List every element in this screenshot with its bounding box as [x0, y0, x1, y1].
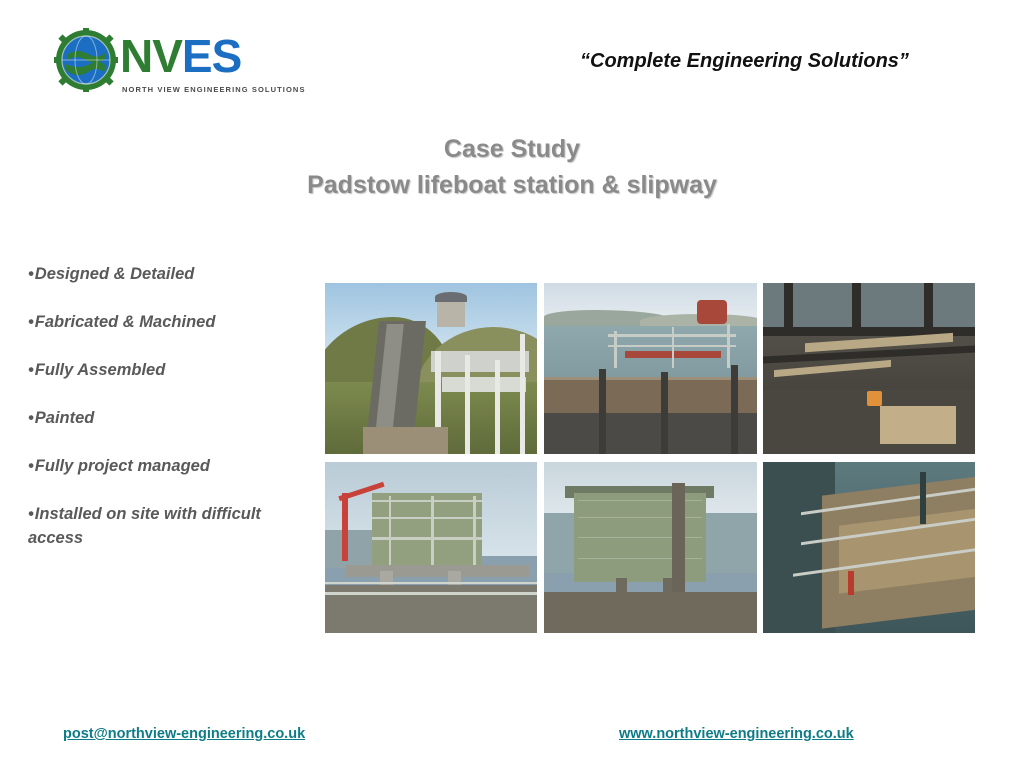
photo-scaffolded-building: [544, 462, 757, 633]
page-title: [0, 131, 1024, 203]
photo-structure-underside: [763, 283, 975, 454]
title-line-2: Padstow lifeboat station & slipway: [307, 171, 717, 199]
photo-construction-crane: [325, 462, 537, 633]
bullet-item: • Fully project managed: [28, 454, 313, 478]
logo-letter-v: V: [152, 30, 182, 82]
globe-gear-icon: [54, 28, 118, 92]
title-line-1: Case Study: [443, 135, 581, 163]
photo-slipway-hillside: [325, 283, 537, 454]
logo-letter-s: S: [211, 30, 242, 82]
tagline: “Complete Engineering Solutions”: [580, 50, 909, 72]
logo-wordmark: [120, 30, 241, 82]
photo-pier-over-sea: [544, 283, 757, 454]
logo-letter-e: E: [181, 30, 212, 82]
photo-deck-aerial: [763, 462, 975, 633]
bullet-item: • Designed & Detailed: [28, 262, 313, 286]
bullet-item: • Fully Assembled: [28, 358, 313, 382]
bullet-item: • Installed on site with difficult access: [28, 502, 313, 550]
email-link[interactable]: post@northview-engineering.co.uk: [63, 726, 306, 742]
logo-letter-n: N: [120, 30, 153, 82]
bullet-item: • Painted: [28, 406, 313, 430]
company-logo: [46, 22, 306, 104]
bullet-item: • Fabricated & Machined: [28, 310, 313, 334]
bullet-list: [28, 262, 313, 550]
website-link[interactable]: www.northview-engineering.co.uk: [619, 726, 854, 742]
logo-subtitle: NORTH VIEW ENGINEERING SOLUTIONS: [122, 85, 306, 94]
photo-grid: [325, 283, 975, 633]
